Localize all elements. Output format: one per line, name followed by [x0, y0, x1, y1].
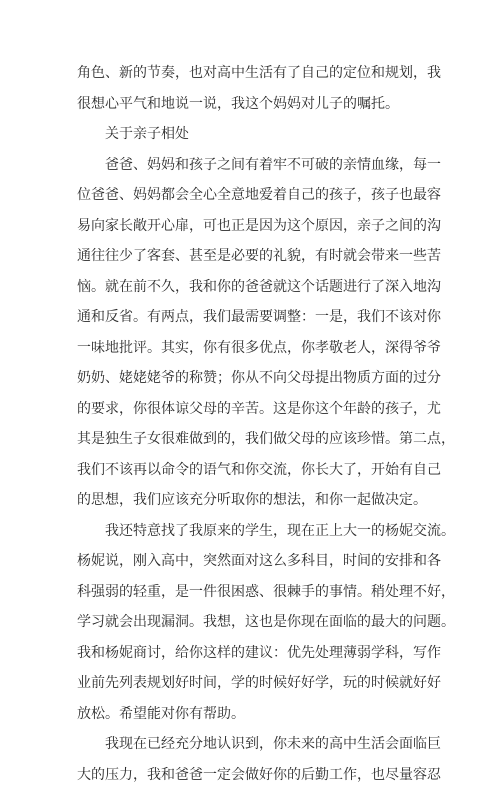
- text-line: 大的压力，我和爸爸一定会做好你的后勤工作，也尽量容忍: [77, 760, 426, 790]
- text-line: 杨妮说，刚入高中，突然面对这么多科目，时间的安排和各: [77, 546, 426, 577]
- text-line: 爸爸、妈妈和孩子之间有着牢不可破的亲情血缘，每一: [77, 150, 426, 181]
- text-line: 的要求，你很体谅父母的辛苦。这是你这个年龄的孩子，尤: [77, 394, 426, 425]
- text-line: 我们不该再以命令的语气和你交流，你长大了，开始有自己: [77, 455, 426, 486]
- text-line: 通和反省。有两点，我们最需要调整：一是，我们不该对你: [77, 302, 426, 333]
- text-line: 位爸爸、妈妈都会全心全意地爱着自己的孩子，孩子也最容: [77, 180, 426, 211]
- text-line: 放松。希望能对你有帮助。: [77, 699, 426, 730]
- text-line: 科强弱的轻重，是一件很困惑、很棘手的事情。稍处理不好，: [77, 577, 426, 608]
- text-line: 的思想，我们应该充分听取你的想法，和你一起做决定。: [77, 485, 426, 516]
- text-line: 很想心平气和地说一说，我这个妈妈对儿子的嘱托。: [77, 89, 426, 120]
- text-line: 其是独生子女很难做到的，我们做父母的应该珍惜。第二点，: [77, 424, 426, 455]
- text-line: 我还特意找了我原来的学生，现在正上大一的杨妮交流。: [77, 516, 426, 547]
- text-line: 我现在已经充分地认识到，你未来的高中生活会面临巨: [77, 729, 426, 760]
- text-line: 一味地批评。其实，你有很多优点，你孝敬老人，深得爷爷: [77, 333, 426, 364]
- text-line: 业前先列表规划好时间，学的时候好好学，玩的时候就好好: [77, 668, 426, 699]
- text-line: 我和杨妮商讨，给你这样的建议：优先处理薄弱学科，写作: [77, 638, 426, 669]
- text-line: 学习就会出现漏洞。我想，这也是你现在面临的最大的问题。: [77, 607, 426, 638]
- text-line: 易向家长敞开心扉，可也正是因为这个原因，亲子之间的沟: [77, 211, 426, 242]
- section-heading: 关于亲子相处: [77, 119, 426, 150]
- text-line: 恼。就在前不久，我和你的爸爸就这个话题进行了深入地沟: [77, 272, 426, 303]
- text-line: 奶奶、姥姥姥爷的称赞；你从不向父母提出物质方面的过分: [77, 363, 426, 394]
- text-line: 通往往少了客套、甚至是必要的礼貌，有时就会带来一些苦: [77, 241, 426, 272]
- text-line: 角色、新的节奏，也对高中生活有了自己的定位和规划，我: [77, 58, 426, 89]
- document-page: [77, 58, 426, 790]
